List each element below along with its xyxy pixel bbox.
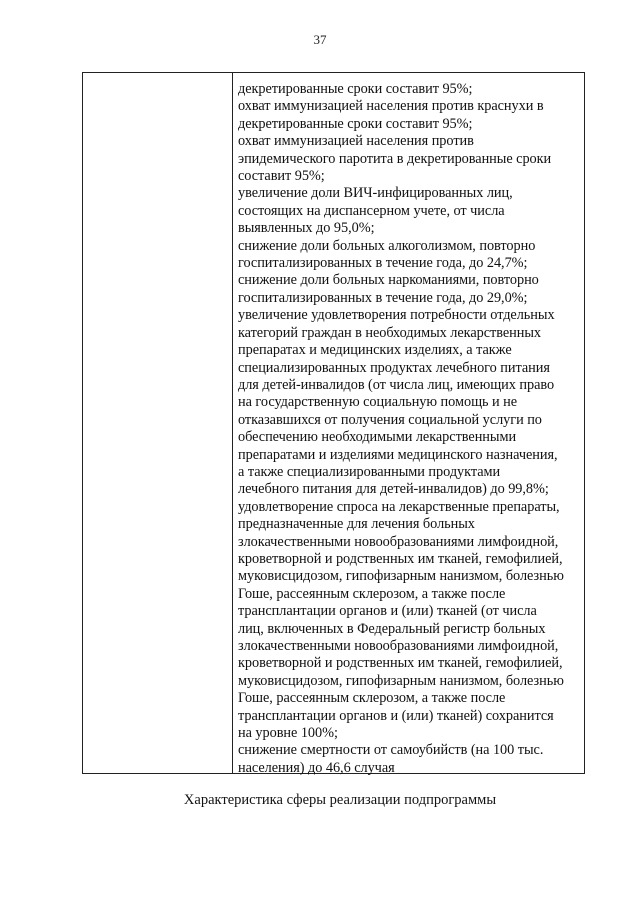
text-line: составит 95%; [238, 168, 325, 185]
text-line: специализированных продуктах лечебного питания [238, 359, 550, 376]
text-line: кроветворной и родственных им тканей, гемофилией, [238, 550, 563, 567]
page-number: 37 [313, 32, 327, 47]
text-line: злокачественными новообразованиями лимфоидной, [238, 638, 559, 654]
text-line: госпитализированных в течение года, до 29,0%; [238, 289, 528, 306]
text-line: охват иммунизацией населения против краснухи в [238, 98, 544, 115]
table-left-cell [83, 73, 233, 773]
text-line: трансплантации органов и (или) тканей) сохранится [238, 707, 554, 724]
text-line: для детей-инвалидов (от числа лиц, имеющих право [238, 376, 555, 393]
text-line: охват иммунизацией населения против [238, 133, 474, 150]
text-line: снижение доли больных алкоголизмом, повторно [238, 237, 536, 254]
text-line: эпидемического паротита в декретированные сроки [238, 150, 552, 167]
text-line: препаратами и изделиями медицинского назначения, [238, 446, 558, 463]
text-line: отказавшихся от получения социальной услуги по [238, 411, 542, 428]
text-line: лечебного питания для детей-инвалидов) до 99,8%; [238, 481, 549, 498]
indicators-table [82, 72, 585, 774]
text-line: Гоше, рассеянным склерозом, а также после [238, 585, 506, 602]
text-line: состоящих на диспансерном учете, от числа [238, 202, 505, 219]
text-line: кроветворной и родственных им тканей, гемофилией, [238, 655, 563, 672]
table-right-cell [233, 73, 584, 776]
text-line: увеличение доли ВИЧ-инфицированных лиц, [238, 185, 513, 202]
text-line: препаратах и медицинских изделиях, а также [238, 342, 512, 359]
text-line: предназначенные для лечения больных [238, 516, 475, 533]
section-heading: Характеристика сферы реализации подпрограммы [183, 792, 497, 808]
text-line: снижение смертности от самоубийств (на 100 тыс. [238, 742, 544, 759]
text-line: декретированные сроки составит 95%; [238, 115, 473, 132]
text-line: населения) до 46,6 случая [238, 759, 395, 776]
text-line: на государственную социальную помощь и не [238, 394, 518, 411]
text-line: злокачественными новообразованиями лимфоидной, [238, 533, 559, 550]
text-line: на уровне 100%; [238, 725, 338, 742]
text-line: муковисцидозом, гипофизарным нанизмом, болезнью [238, 672, 564, 689]
text-line: трансплантации органов и (или) тканей (от числа [238, 603, 537, 620]
text-line: а также специализированными продуктами [238, 463, 501, 480]
text-line: декретированные сроки составит 95%; [238, 81, 473, 97]
text-line: Гоше, рассеянным склерозом, а также после [238, 690, 506, 707]
text-line: муковисцидозом, гипофизарным нанизмом, болезнью [238, 568, 564, 585]
text-line: категорий граждан в необходимых лекарственных [238, 324, 542, 341]
text-line: лиц, включенных в Федеральный регистр больных [238, 620, 546, 637]
text-line: госпитализированных в течение года, до 24,7%; [238, 255, 528, 272]
text-line: удовлетворение спроса на лекарственные препараты, [238, 498, 560, 515]
text-line: снижение доли больных наркоманиями, повторно [238, 272, 539, 289]
text-line: увеличение удовлетворения потребности отдельных [238, 307, 555, 324]
text-line: обеспечению необходимыми лекарственными [238, 429, 517, 446]
text-line: выявленных до 95,0%; [238, 220, 375, 237]
